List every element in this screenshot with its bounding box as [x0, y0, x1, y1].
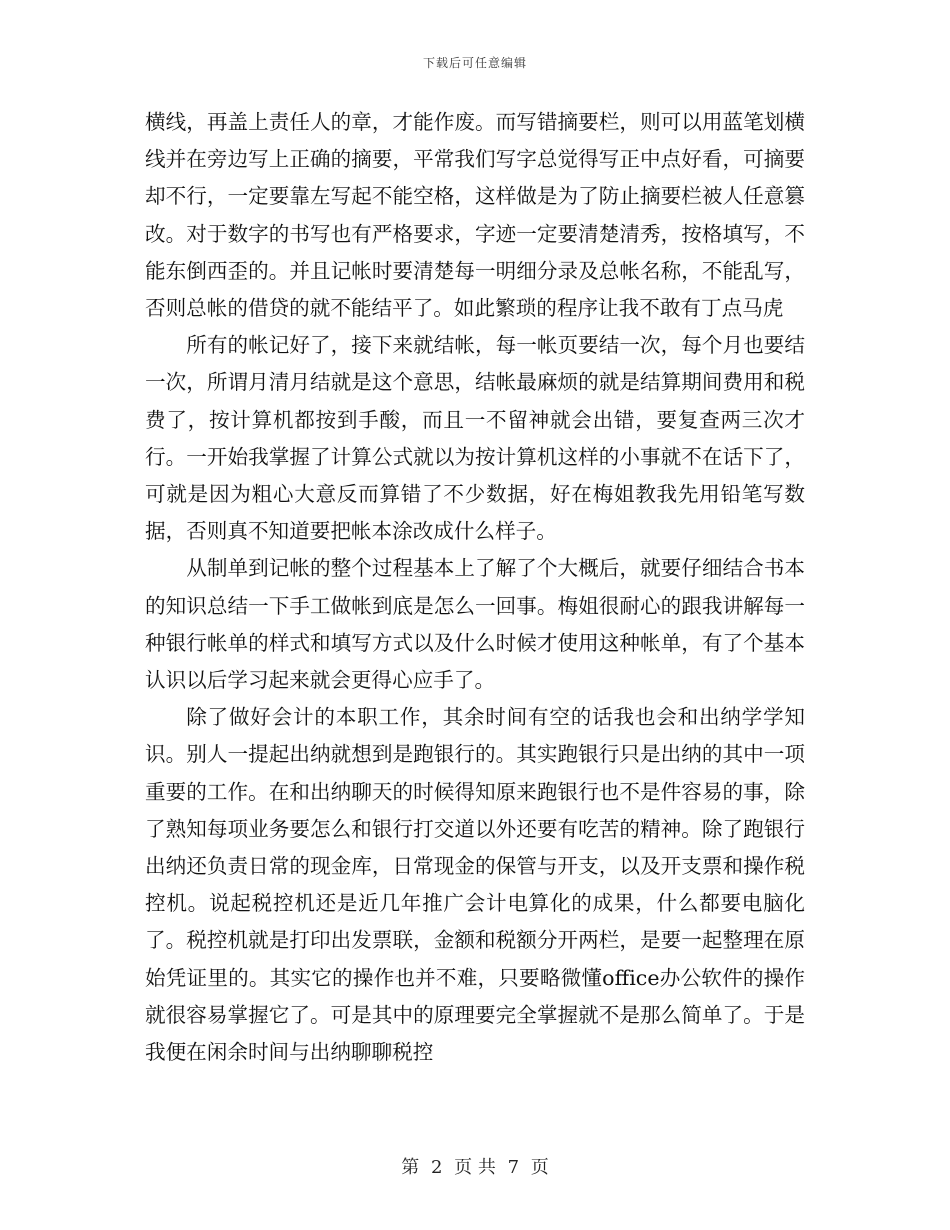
paragraph: 从制单到记帐的整个过程基本上了解了个大概后，就要仔细结合书本的知识总结一下手工做帐到底是怎么一回事。梅姐很耐心的跟我讲解每一种银行帐单的样式和填写方式以及什么时候才使用这种帐单，有了个基本认识以后学习起来就会更得心应手了。 [145, 556, 805, 693]
current-page-number: 2 [430, 1157, 443, 1178]
footer-prefix: 第 [401, 1157, 420, 1178]
paragraph: 除了做好会计的本职工作，其余时间有空的话我也会和出纳学学知识。别人一提起出纳就想到是跑银行的。其实跑银行只是出纳的其中一项重要的工作。在和出纳聊天的时候得知原来跑银行也不是件容易的事，除了熟知每项业务要怎么和银行打交道以外还要有吃苦的精神。除了跑银行出纳还负责日常的现金库，日常现金的保管与开支，以及开支票和操作税控机。说起税控机还是近几年推广会计电算化的成果，什么都要电脑化了。税控机就是打印出发票联，金额和税额分开两栏，是要一起整理在原始凭证里的。其实它的操作也并不难，只要略微懂office办公软件的操作就很容易掌握它了。可是其中的原理要完全掌握就不是那么简单了。于是我便在闲余时间与出纳聊聊税控 [145, 705, 805, 1065]
document-body [145, 104, 805, 1071]
footer-suffix: 页 [530, 1157, 549, 1178]
paragraph: 横线，再盖上责任人的章，才能作废。而写错摘要栏，则可以用蓝笔划横线并在旁边写上正确的摘要，平常我们写字总觉得写正中点好看，可摘要却不行，一定要靠左写起不能空格，这样做是为了防止摘要栏被人任意篡改。对于数字的书写也有严格要求，字迹一定要清楚清秀，按格填写，不能东倒西歪的。并且记帐时要清楚每一明细分录及总帐名称，不能乱写，否则总帐的借贷的就不能结平了。如此繁琐的程序让我不敢有丁点马虎 [145, 110, 805, 321]
page-footer [0, 1153, 950, 1179]
page-header: 下载后可任意编辑 [422, 56, 527, 70]
total-page-count: 7 [507, 1157, 520, 1178]
footer-middle: 页 共 [454, 1157, 496, 1178]
paragraph: 所有的帐记好了，接下来就结帐，每一帐页要结一次，每个月也要结一次，所谓月清月结就是这个意思，结帐最麻烦的就是结算期间费用和税费了，按计算机都按到手酸，而且一不留神就会出错，要复查两三次才行。一开始我掌握了计算公式就以为按计算机这样的小事就不在话下了，可就是因为粗心大意反而算错了不少数据，好在梅姐教我先用铅笔写数据，否则真不知道要把帐本涂改成什么样子。 [145, 333, 805, 544]
